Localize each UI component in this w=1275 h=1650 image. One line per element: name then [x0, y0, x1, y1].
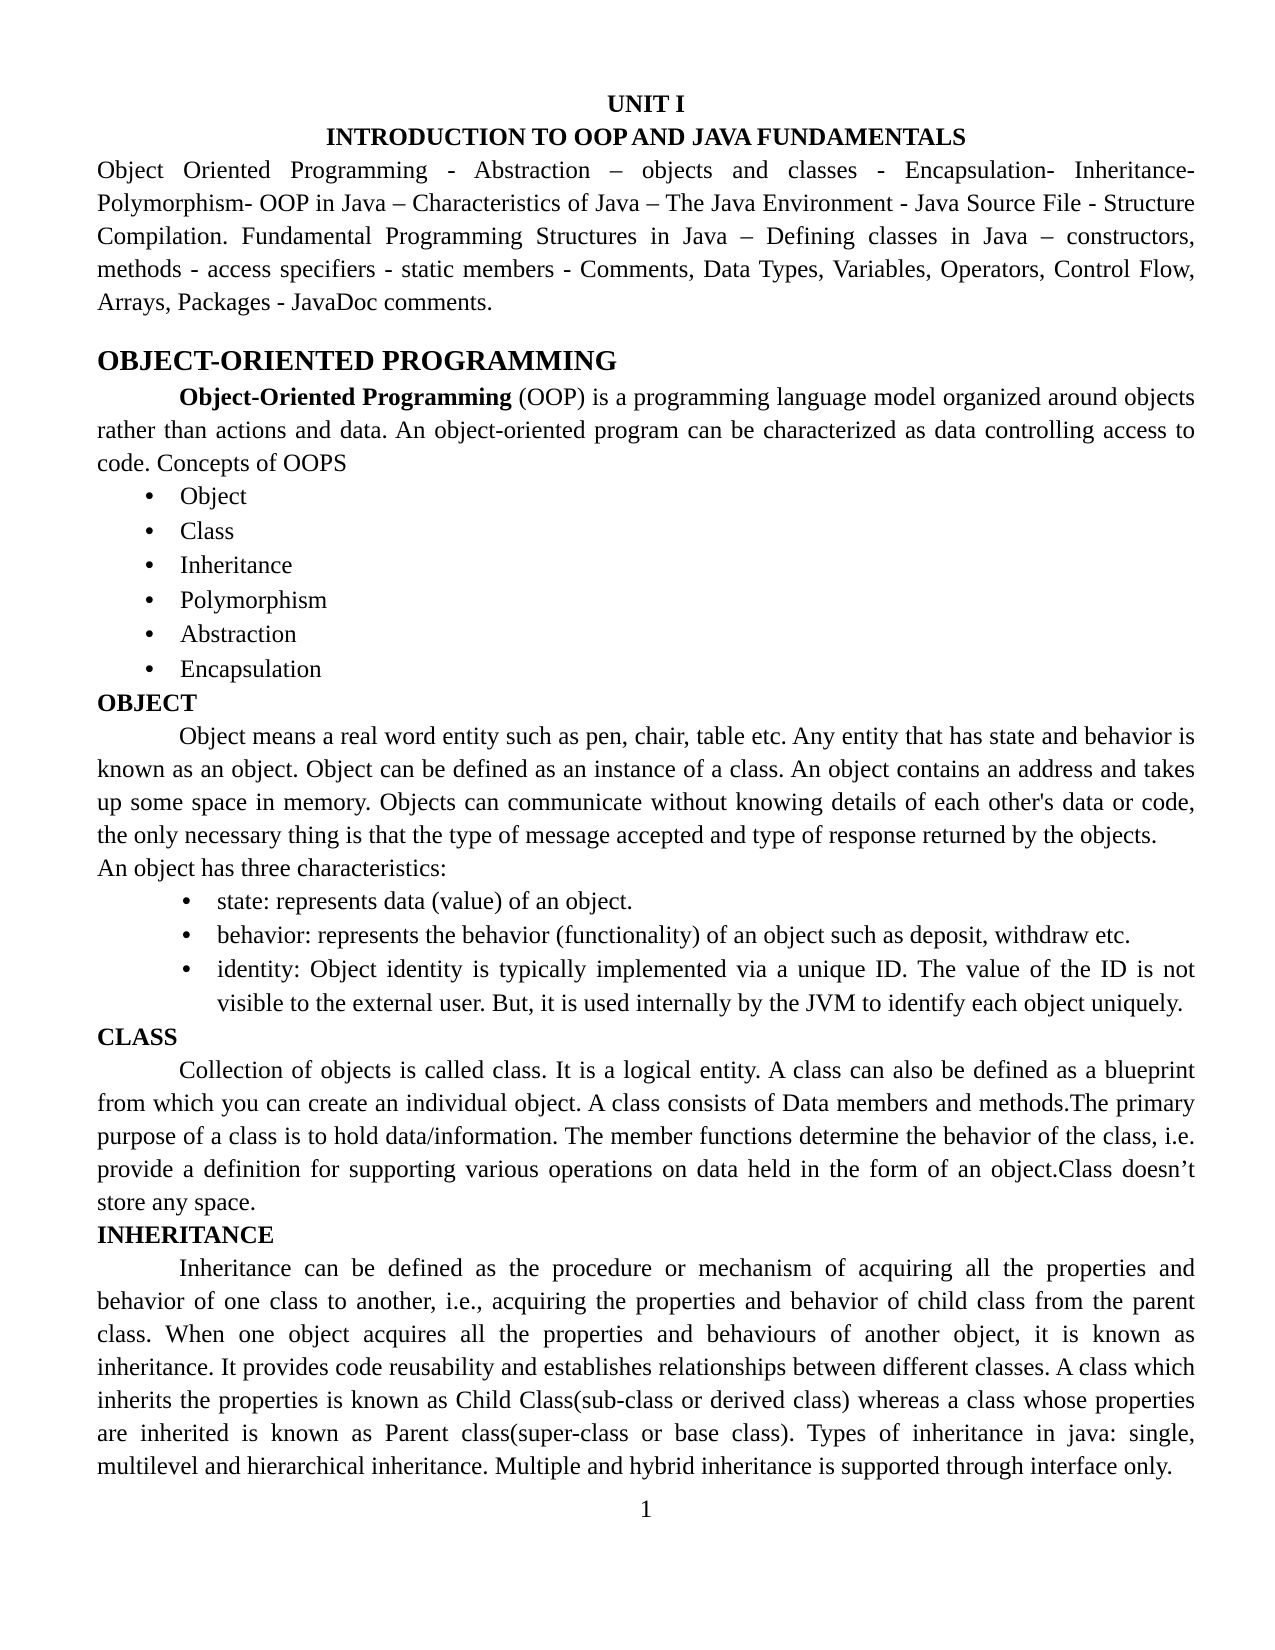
- bullet-icon: •: [182, 922, 191, 949]
- list-item: [97, 653, 1195, 688]
- oop-intro-text: (OOP) is a programming language model organized around objects rather than actions and data. An object-oriented program can be characterized as data controlling access to code. Concepts of OOPS: [97, 384, 1195, 477]
- list-item: [97, 480, 1195, 515]
- inheritance-paragraph: Inheritance can be defined as the procedure or mechanism of acquiring all the properties and behavior of one class to another, i.e., acquiring the properties and behavior of child class from the parent class. When one object acquires all the properties and behaviours of another object, it is known as inheritance. It provides code reusability and establishes relationships between different classes. A class which inherits the properties is known as Child Class(sub-class or derived class) whereas a class whose properties are inherited is known as Parent class(super-class or base class). Types of inheritance in java: single, multilevel and hierarchical inheritance. Multiple and hybrid inheritance is supported through interface only.: [97, 1255, 1195, 1480]
- syllabus-paragraph: Object Oriented Programming - Abstraction – objects and classes - Encapsulation- Inheritance- Polymorphism- OOP in Java – Characteristics of Java – The Java Environment - Java Source File - Structure Compilation. Fundamental Programming Structures in Java – Defining classes in Java – constructors, methods - access specifiers - static members - Comments, Data Types, Variables, Operators, Control Flow, Arrays, Packages - JavaDoc comments.: [97, 157, 1195, 316]
- bullet-icon: •: [145, 621, 154, 648]
- bullet-icon: •: [145, 586, 154, 614]
- list-item: [97, 515, 1195, 550]
- list-item: [97, 549, 1195, 584]
- bullet-icon: •: [145, 483, 154, 510]
- bullet-icon: •: [182, 888, 191, 915]
- bullet-label: behavior: represents the behavior (functionality) of an object such as deposit, withdraw etc.: [217, 922, 1131, 949]
- bullet-label: identity: Object identity is typically implemented via a unique ID. The value of the ID is not visible to the external user. But, it is used internally by the JVM to identify each object uniquely.: [217, 956, 1195, 1017]
- list-item: [97, 919, 1195, 953]
- object-characteristics-line: An object has three characteristics:: [97, 855, 447, 882]
- oops-concepts-list: [97, 480, 1195, 687]
- list-item: [97, 953, 1195, 1021]
- bullet-icon: •: [145, 552, 154, 579]
- list-item: [97, 885, 1195, 919]
- bullet-icon: •: [145, 655, 154, 683]
- bullet-label: Inheritance: [180, 552, 293, 579]
- unit-title: UNIT I: [606, 91, 686, 118]
- bullet-label: Polymorphism: [180, 586, 328, 614]
- object-characteristics-list: [97, 885, 1195, 1021]
- bullet-icon: •: [182, 956, 191, 983]
- oop-intro-paragraph: [97, 381, 1195, 480]
- class-paragraph: Collection of objects is called class. It is a logical entity. A class can also be defined as a blueprint from which you can create an individual object. A class consists of Data members and methods.The primary purpose of a class is to hold data/information. The member functions determine the behavior of the class, i.e. provide a definition for supporting various operations on data held in the form of an object.Class doesn’t store any space.: [97, 1057, 1195, 1216]
- object-paragraph: Object means a real word entity such as pen, chair, table etc. Any entity that has state and behavior is known as an object. Object can be defined as an instance of a class. An object contains an address and takes up some space in memory. Objects can communicate without knowing details of each other's data or code, the only necessary thing is that the type of message accepted and type of response returned by the objects.: [97, 723, 1195, 849]
- oop-intro-lead: Object-Oriented Programming: [179, 384, 512, 411]
- bullet-label: Encapsulation: [180, 655, 322, 683]
- list-item: [97, 584, 1195, 619]
- section-heading-class: CLASS: [97, 1024, 178, 1051]
- bullet-label: Class: [180, 517, 235, 545]
- unit-subtitle: INTRODUCTION TO OOP AND JAVA FUNDAMENTALS: [325, 124, 967, 151]
- bullet-label: state: represents data (value) of an object.: [217, 888, 633, 915]
- page-number: 1: [639, 1496, 653, 1523]
- section-heading-object: OBJECT: [97, 690, 198, 717]
- bullet-label: Abstraction: [180, 621, 297, 648]
- list-item: [97, 618, 1195, 653]
- bullet-label: Object: [180, 483, 247, 510]
- bullet-icon: •: [145, 517, 154, 545]
- section-heading-oop: OBJECT-ORIENTED PROGRAMMING: [97, 345, 618, 377]
- section-heading-inheritance: INHERITANCE: [97, 1222, 275, 1249]
